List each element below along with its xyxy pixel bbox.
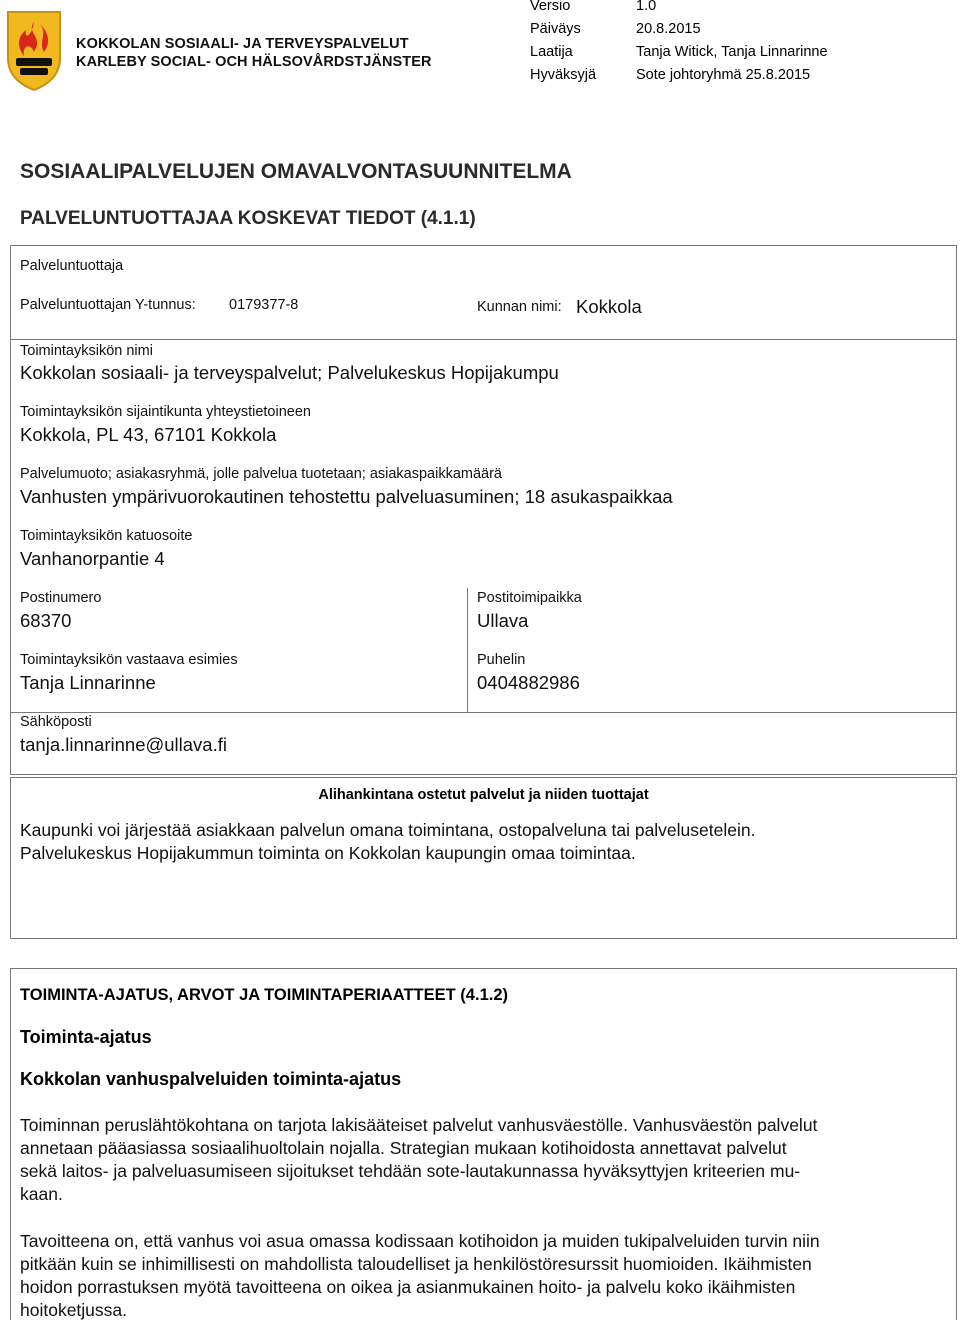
meta-value-author: Tanja Witick, Tanja Linnarinne (636, 44, 828, 60)
goal-paragraph-line: hoitoketjussa. (20, 1300, 128, 1320)
phone-value: 0404882986 (477, 672, 580, 693)
document-title: SOSIAALIPALVELUJEN OMAVALVONTASUUNNITELMA (20, 160, 572, 183)
unit-name-value: Kokkolan sosiaali- ja terveyspalvelut; Palvelukeskus Hopijakumpu (20, 362, 559, 383)
goal-paragraph-line: hoidon porrastuksen myötä tavoitteena on oikea ja asianmukainen hoito- ja palvelu koko ikäihmisten (20, 1277, 796, 1297)
meta-label-approver: Hyväksyjä (530, 67, 597, 83)
meta-value-date: 20.8.2015 (636, 21, 701, 37)
meta-label-version: Versio (530, 0, 571, 14)
provider-label: Palveluntuottaja (20, 258, 124, 274)
ytunnus-label: Palveluntuottajan Y-tunnus: (20, 297, 196, 313)
post-office-value: Ullava (477, 610, 529, 631)
org-name-finnish: KOKKOLAN SOSIAALI- JA TERVEYSPALVELUT (76, 36, 409, 52)
meta-value-version: 1.0 (636, 0, 657, 14)
unit-location-value: Kokkola, PL 43, 67101 Kokkola (20, 424, 277, 445)
subcontract-text-line: Palvelukeskus Hopijakummun toiminta on Kokkolan kaupungin omaa toimintaa. (20, 843, 636, 863)
email-value: tanja.linnarinne@ullava.fi (20, 734, 227, 755)
manager-label: Toimintayksikön vastaava esimies (20, 652, 238, 668)
service-type-label: Palvelumuoto; asiakasryhmä, jolle palvelua tuotetaan; asiakaspaikkamäärä (20, 466, 502, 482)
mission-paragraph-line: sekä laitos- ja palveluasumiseen sijoitukset tehdään sote-lautakunnassa hyväksyttyjen kriteerien mu- (20, 1161, 801, 1181)
service-type-value: Vanhusten ympärivuorokautinen tehostettu palveluasuminen; 18 asukaspaikkaa (20, 486, 673, 507)
mission-paragraph-line: annetaan pääasiassa sosiaalihuoltolain nojalla. Strategian mukaan kotihoidosta annettavat palvelut (20, 1138, 787, 1158)
phone-label: Puhelin (477, 652, 526, 668)
org-name-swedish: KARLEBY SOCIAL- OCH HÄLSOVÅRDSTJÄNSTER (76, 54, 432, 70)
manager-value: Tanja Linnarinne (20, 672, 156, 693)
subcontract-text-line: Kaupunki voi järjestää asiakkaan palvelun omana toimintana, ostopalveluna tai palvelusetelein. (20, 820, 756, 840)
municipality-label: Kunnan nimi: (477, 299, 562, 315)
divider (10, 712, 957, 713)
street-address-value: Vanhanorpantie 4 (20, 548, 165, 569)
postal-code-value: 68370 (20, 610, 72, 631)
post-office-label: Postitoimipaikka (477, 590, 582, 606)
meta-label-author: Laatija (530, 44, 573, 60)
section-title-provider: PALVELUNTUOTTAJAA KOSKEVAT TIEDOT (4.1.1) (20, 208, 476, 229)
coat-of-arms-logo (4, 8, 64, 92)
meta-label-date: Päiväys (530, 21, 581, 37)
unit-name-label: Toimintayksikön nimi (20, 343, 153, 359)
unit-location-label: Toimintayksikön sijaintikunta yhteystietoineen (20, 404, 311, 420)
subcontract-title: Alihankintana ostetut palvelut ja niiden tuottajat (318, 787, 649, 803)
municipality-value: Kokkola (576, 296, 642, 317)
goal-paragraph-line: pitkään kuin se inhimillisesti on mahdollista taloudelliset ja henkilöstöresurssit huomioiden. Ikäihmisten (20, 1254, 812, 1274)
divider (10, 339, 957, 340)
meta-value-approver: Sote johtoryhmä 25.8.2015 (636, 67, 811, 83)
mission-paragraph-line: kaan. (20, 1184, 63, 1204)
goal-paragraph-line: Tavoitteena on, että vanhus voi asua omassa kodissaan kotihoidon ja muiden tukipalveluiden turvin niin (20, 1231, 820, 1251)
email-label: Sähköposti (20, 714, 92, 730)
mission-paragraph-line: Toiminnan peruslähtökohtana on tarjota lakisääteiset palvelut vanhusväestölle. Vanhusväestön palvelut (20, 1115, 818, 1135)
mission-heading: Toiminta-ajatus (20, 1027, 152, 1047)
street-address-label: Toimintayksikön katuosoite (20, 528, 193, 544)
provider-info-table (10, 245, 957, 775)
column-divider (467, 588, 468, 712)
postal-code-label: Postinumero (20, 590, 102, 606)
ytunnus-value: 0179377-8 (229, 297, 299, 313)
section-title-mission: TOIMINTA-AJATUS, ARVOT JA TOIMINTAPERIAATTEET (4.1.2) (20, 986, 508, 1004)
mission-subheading: Kokkolan vanhuspalveluiden toiminta-ajatus (20, 1069, 402, 1089)
